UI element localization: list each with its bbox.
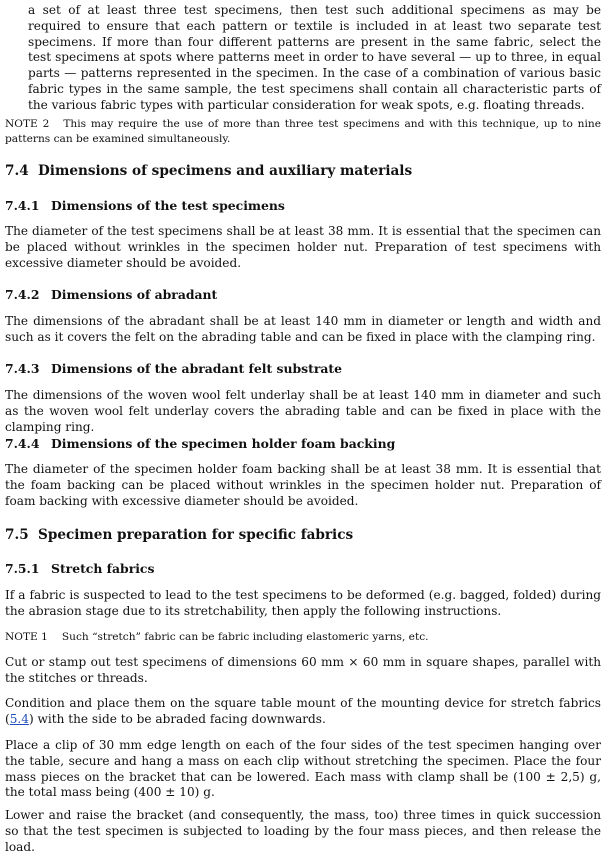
section-7-4-2-text: The dimensions of the abradant shall be at least 140 mm in diameter or length and width and such as it covers the felt on the abrading table and can be fixed in place with the clamping ring. bbox=[5, 314, 601, 344]
section-number: 7.4.2 bbox=[5, 287, 40, 302]
section-7-4-4-heading bbox=[5, 436, 395, 452]
note-1-label: NOTE 1 bbox=[5, 631, 48, 643]
section-title: Dimensions of abradant bbox=[51, 287, 218, 302]
note-2 bbox=[5, 117, 601, 146]
note-1-text: Such “stretch” fabric can be fabric including elastomeric yarns, etc. bbox=[61, 631, 429, 643]
section-7-4-heading bbox=[5, 162, 412, 180]
stretch-paragraph-2 bbox=[5, 696, 601, 728]
paragraph-text-end: ) with the side to be abraded facing downwards. bbox=[28, 711, 326, 726]
section-title: Dimensions of specimens and auxiliary materials bbox=[38, 163, 413, 179]
note-1 bbox=[5, 630, 601, 645]
note-2-label: NOTE 2 bbox=[5, 118, 50, 130]
section-title: Dimensions of the test specimens bbox=[51, 198, 285, 213]
section-7-4-2-heading bbox=[5, 287, 217, 303]
section-number: 7.4 bbox=[5, 163, 29, 179]
stretch-paragraph-3: Place a clip of 30 mm edge length on each of the four sides of the test specimen hanging over the table, secure and hang a mass on each clip without stretching the specimen. Place the four mass pieces on the bracket that can be lowered. Each mass with clamp shall be (100 ± 2,5) g, the total mass being (400 ± 10) g. bbox=[5, 738, 601, 800]
section-title: Specimen preparation for specific fabrics bbox=[38, 527, 354, 543]
intro-paragraph: a set of at least three test specimens, then test such additional specimens as may be required to ensure that each pattern or textile is included in at least two separate test specimens. If more than four different patterns are present in the same fabric, select the test specimens at spots where patterns meet in order to have several — up to three, in equal parts — patterns represented in the specimen. In the case of a combination of various basic fabric types in the same sample, the test specimens shall contain all characteristic parts of the various fabric types with particular consideration for weak spots, e.g. floating threads. bbox=[28, 3, 601, 112]
section-number: 7.4.1 bbox=[5, 198, 40, 213]
section-7-5-1-intro: If a fabric is suspected to lead to the test specimens to be deformed (e.g. bagged, folded) during the abrasion stage due to its stretchability, then apply the following instructions. bbox=[5, 588, 601, 618]
section-7-4-3-text: The dimensions of the woven wool felt underlay shall be at least 140 mm in diameter and such as the woven wool felt underlay covers the abrading table and can be fixed in place with the clamping ring. bbox=[5, 388, 601, 434]
section-7-5-heading bbox=[5, 526, 353, 544]
section-number: 7.4.4 bbox=[5, 436, 40, 451]
reference-link-5-4[interactable]: 5.4 bbox=[9, 711, 29, 726]
section-7-4-4-text: The diameter of the specimen holder foam backing shall be at least 38 mm. It is essential that the foam backing can be placed without wrinkles in the specimen holder nut. Preparation of foam backing with excessive diameter should be avoided. bbox=[5, 462, 601, 508]
note-2-text: This may require the use of more than three test specimens and with this technique, up to nine patterns can be examined simultaneously. bbox=[5, 118, 601, 145]
stretch-paragraph-4: Lower and raise the bracket (and consequently, the mass, too) three times in quick succession so that the test specimen is subjected to loading by the four mass pieces, and then release the load. bbox=[5, 808, 601, 854]
section-number: 7.5 bbox=[5, 527, 29, 543]
section-title: Dimensions of the specimen holder foam backing bbox=[51, 436, 396, 451]
section-7-4-1-text: The diameter of the test specimens shall be at least 38 mm. It is essential that the specimen can be placed without wrinkles in the specimen holder nut. Preparation of test specimens with excessive diameter should be avoided. bbox=[5, 224, 601, 270]
section-7-4-1-heading bbox=[5, 198, 285, 214]
section-title: Dimensions of the abradant felt substrate bbox=[51, 361, 342, 376]
section-number: 7.4.3 bbox=[5, 361, 40, 376]
section-title: Stretch fabrics bbox=[51, 561, 155, 576]
paragraph-text-start: Condition and place them on the square table mount of the mounting device for stretch fabrics ( bbox=[5, 696, 601, 726]
section-7-5-1-heading bbox=[5, 561, 154, 577]
section-number: 7.5.1 bbox=[5, 561, 40, 576]
section-7-4-3-heading bbox=[5, 361, 342, 377]
stretch-paragraph-1: Cut or stamp out test specimens of dimensions 60 mm × 60 mm in square shapes, parallel with the stitches or threads. bbox=[5, 655, 601, 685]
